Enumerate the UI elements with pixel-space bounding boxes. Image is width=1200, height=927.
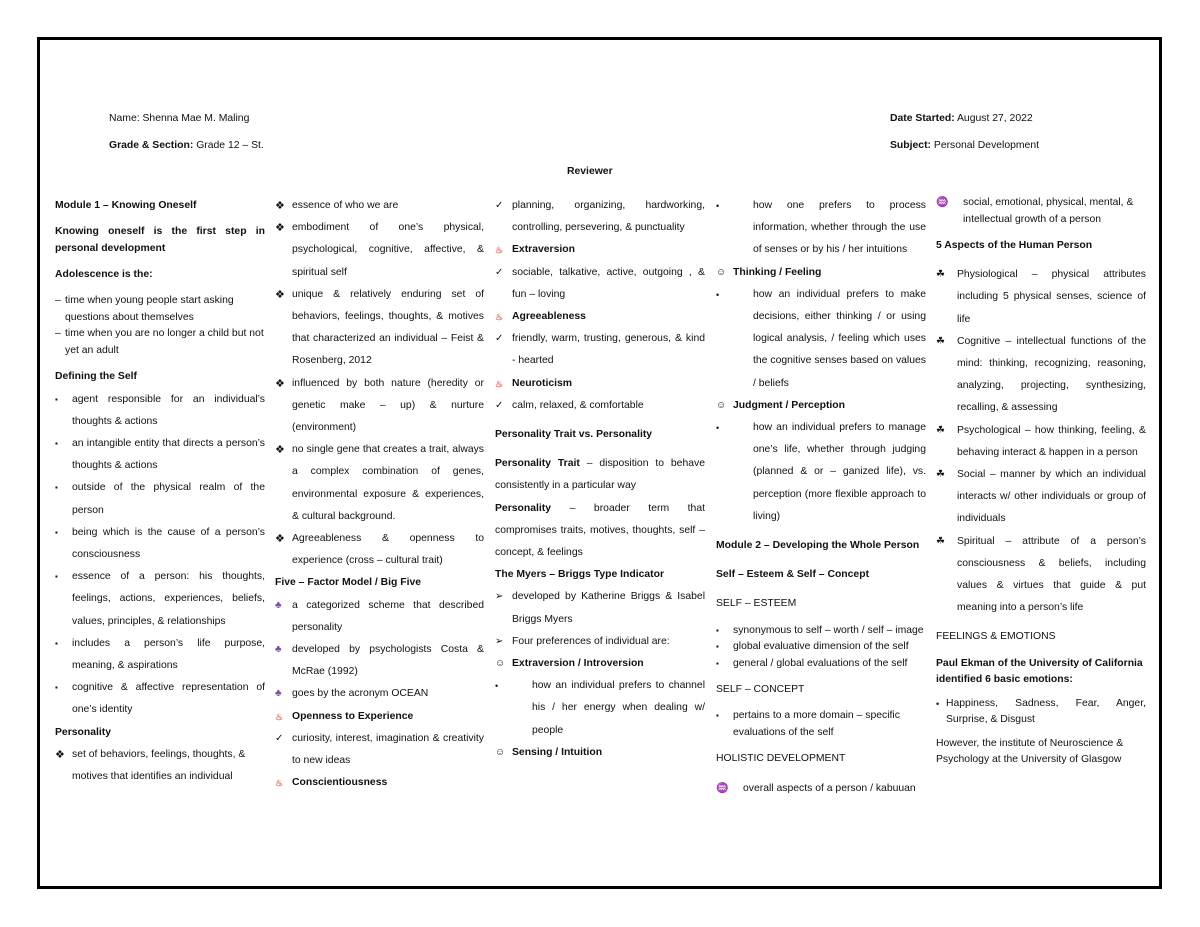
wave-bullet-icon: ♒ <box>716 782 729 794</box>
list-item: ▪ outside of the physical realm of the person <box>55 477 265 521</box>
sn-heading: ☺ Sensing / Intuition <box>495 742 705 764</box>
pointer-bullet-icon: ♣ <box>275 599 282 611</box>
flame-bullet-icon: ♨ <box>495 378 504 389</box>
leaf-bullet-icon: ☘ <box>936 535 945 547</box>
grade-line <box>109 139 264 152</box>
leaf-bullet-icon: ☘ <box>936 424 945 436</box>
flame-bullet-icon: ♨ <box>495 312 504 323</box>
self-concept-heading: SELF – CONCEPT <box>716 684 805 696</box>
check-icon: ✓ <box>495 200 504 211</box>
list-item: ✓ curiosity, interest, imagination & creativity to new ideas <box>275 728 484 772</box>
holistic-heading: HOLISTIC DEVELOPMENT <box>716 753 846 765</box>
square-bullet-icon: ▪ <box>716 711 719 721</box>
grade-value: Grade 12 – St. <box>193 140 264 151</box>
diamond-bullet-icon: ❖ <box>275 200 285 212</box>
page-title: Reviewer <box>567 166 613 177</box>
column-5 <box>936 195 1146 769</box>
diamond-bullet-icon: ❖ <box>275 444 285 457</box>
list-item: ▪ an intangible entity that directs a person’s thoughts & actions <box>55 433 265 477</box>
list-item: ▪ being which is the cause of a person’s consciousness <box>55 522 265 566</box>
personality-definition: Personality – broader term that compromises traits, motives, thoughts, self – concept, & feelings <box>495 502 705 559</box>
list-item: ➢ Four preferences of individual are: <box>495 631 705 653</box>
list-item: ☘ Psychological – how thinking, feeling, & behaving interact & happen in a person <box>936 420 1146 464</box>
date-label: Date Started: <box>890 113 955 124</box>
list-item: ♒ social, emotional, physical, mental, & intellectual growth of a person <box>936 197 1134 225</box>
column-4 <box>716 195 926 800</box>
list-item: ▪ agent responsible for an individual’s thoughts & actions <box>55 389 265 433</box>
leaf-bullet-icon: ☘ <box>936 469 945 481</box>
module-1-heading: Module 1 – Knowing Oneself <box>55 200 197 211</box>
list-item: ✓ friendly, warm, trusting, generous, & kind - hearted <box>495 328 705 372</box>
self-esteem-heading: SELF – ESTEEM <box>716 598 797 610</box>
list-item: ✓ planning, organizing, hardworking, controlling, persevering, & punctuality <box>495 195 705 239</box>
check-icon: ✓ <box>495 266 504 278</box>
list-item: ❖ no single gene that creates a trait, always a complex combination of genes, environmental exposure & experiences, & cultural background. <box>275 439 484 528</box>
diamond-bullet-icon: ❖ <box>275 288 285 301</box>
list-item: ❖ embodiment of one’s physical, psychological, cognitive, affective, & spiritual self <box>275 217 484 284</box>
glasgow-statement: However, the institute of Neuroscience & Psychology at the University of Glasgow <box>936 737 1124 766</box>
list-item: ♣ developed by psychologists Costa & McRae (1992) <box>275 639 484 683</box>
esteem-concept-heading: Self – Esteem & Self – Concept <box>716 569 870 581</box>
bullet-icon: • <box>716 289 720 300</box>
knowing-statement: Knowing oneself is the first step in personal development <box>55 226 265 254</box>
agreeableness-heading: ♨ Agreeableness <box>495 306 705 328</box>
list-item: ✓ sociable, talkative, active, outgoing , & fun – loving <box>495 262 705 306</box>
arrow-bullet-icon: ➢ <box>495 591 504 603</box>
square-bullet-icon: ▪ <box>55 439 58 449</box>
list-item: ✓ calm, relaxed, & comfortable <box>495 395 705 417</box>
square-bullet-icon: ▪ <box>716 642 719 652</box>
list-item: ♒ overall aspects of a person / kabuuan <box>716 778 926 800</box>
flame-bullet-icon: ♨ <box>275 778 284 789</box>
list-item: ▪ essence of a person: his thoughts, feelings, actions, experiences, beliefs, values, principles, & relationships <box>55 566 265 633</box>
list-item: • Happiness, Sadness, Fear, Anger, Surprise, & Disgust <box>936 697 1146 726</box>
grade-label: Grade & Section: <box>109 140 194 151</box>
bullet-icon: • <box>716 201 720 211</box>
ei-heading: ☺ Extraversion / Introversion <box>495 653 705 675</box>
bullet-icon: • <box>716 423 720 434</box>
list-item: ☘ Cognitive – intellectual functions of the mind: thinking, recognizing, reasoning, analyzing, projecting, synthesizing, recalling, & assessing <box>936 331 1146 420</box>
mbti-heading: The Myers – Briggs Type Indicator <box>495 569 664 581</box>
subject-value: Personal Development <box>931 140 1040 151</box>
bullet-icon: • <box>936 698 940 709</box>
square-bullet-icon: ▪ <box>55 572 58 582</box>
list-item: • how an individual prefers to manage one’s life, whether through judging (planned & or – ganized life), vs. perception (more flexible approach to living) <box>736 417 926 528</box>
arrow-bullet-icon: ➢ <box>495 635 504 647</box>
feelings-heading: FEELINGS & EMOTIONS <box>936 631 1056 643</box>
diamond-bullet-icon: ❖ <box>275 377 285 390</box>
list-item: ▪ synonymous to self – worth / self – image <box>716 623 926 640</box>
list-item: ▪ general / global evaluations of the self <box>716 656 926 673</box>
neuroticism-heading: ♨ Neuroticism <box>495 373 705 395</box>
square-bullet-icon: ▪ <box>55 483 58 493</box>
list-item: ❖ Agreeableness & openness to experience (cross – cultural trait) <box>275 528 484 572</box>
ekman-statement: Paul Ekman of the University of California identified 6 basic emotions: <box>936 657 1143 686</box>
date-value: August 27, 2022 <box>954 113 1033 124</box>
diamond-bullet-icon: ❖ <box>275 533 285 546</box>
square-bullet-icon: ▪ <box>55 527 58 537</box>
list-item: ▪ pertains to a more domain – specific evaluations of the self <box>716 710 900 738</box>
wave-bullet-icon: ♒ <box>936 197 949 208</box>
list-item: ♣ goes by the acronym OCEAN <box>275 683 484 705</box>
list-item: ☘ Social – manner by which an individual interacts w/ other individuals or group of individuals <box>936 464 1146 531</box>
smiley-bullet-icon: ☺ <box>495 658 506 670</box>
jp-heading: ☺ Judgment / Perception <box>716 395 926 417</box>
five-aspects-heading: 5 Aspects of the Human Person <box>936 240 1093 251</box>
list-item: ❖ unique & relatively enduring set of behaviors, feelings, thoughts, & motives that characterized an individual – Feist & Rosenberg, 2012 <box>275 284 484 373</box>
square-bullet-icon: ▪ <box>55 683 58 693</box>
tf-heading: ☺ Thinking / Feeling <box>716 262 926 284</box>
list-item: • how an individual prefers to make decisions, either thinking / or using logical analysis, / feeling which uses the cognitive senses based on values / beliefs <box>736 284 926 395</box>
adolescence-heading: Adolescence is the: <box>55 269 153 281</box>
square-bullet-icon: ▪ <box>716 625 719 635</box>
leaf-bullet-icon: ☘ <box>936 269 945 281</box>
subject-label: Subject: <box>890 140 931 151</box>
check-icon: ✓ <box>495 333 504 345</box>
leaf-bullet-icon: ☘ <box>936 335 945 347</box>
list-item: – time when you are no longer a child but not yet an adult <box>55 328 264 356</box>
list-item: ➢ developed by Katherine Briggs & Isabel Briggs Myers <box>495 586 705 630</box>
extraversion-heading: ♨ Extraversion <box>495 239 705 261</box>
check-icon: ✓ <box>275 732 284 744</box>
personality-heading: Personality <box>55 726 112 738</box>
name-label: Name: <box>109 113 140 124</box>
list-item: • how an individual prefers to channel his / her energy when dealing w/ people <box>515 675 705 742</box>
bullet-icon: • <box>495 681 499 692</box>
list-item: – time when young people start asking questions about themselves <box>55 295 234 323</box>
list-item: ▪ global evaluative dimension of the self <box>716 639 926 656</box>
five-factor-heading: Five – Factor Model / Big Five <box>275 577 422 589</box>
column-1 <box>55 195 265 788</box>
column-3 <box>495 195 705 764</box>
trait-vs-heading: Personality Trait vs. Personality <box>495 429 653 441</box>
list-item: ☘ Spiritual – attribute of a person’s consciousness & beliefs, including values & virtues that guide & put meaning into a person’s life <box>936 531 1146 620</box>
list-item: ❖ set of behaviors, feelings, thoughts, & motives that identifies an individual <box>55 744 265 788</box>
diamond-bullet-icon: ❖ <box>275 222 285 235</box>
openness-heading: ♨ Openness to Experience <box>275 706 484 728</box>
module-2-heading: Module 2 – Developing the Whole Person <box>716 540 920 552</box>
defining-self-heading: Defining the Self <box>55 371 137 383</box>
list-item: • how one prefers to process information, whether through the use of senses or by his / her intuitions <box>736 195 926 262</box>
subject-line <box>890 139 1039 152</box>
conscientiousness-heading: ♨ Conscientiousness <box>275 772 484 794</box>
diamond-bullet-icon: ❖ <box>55 748 65 761</box>
list-item: ❖ influenced by both nature (heredity or genetic make – up) & nurture (environment) <box>275 373 484 440</box>
flame-bullet-icon: ♨ <box>495 245 504 256</box>
check-icon: ✓ <box>495 399 504 411</box>
list-item: ♣ a categorized scheme that described personality <box>275 595 484 639</box>
pointer-bullet-icon: ♣ <box>275 688 282 700</box>
name-line <box>109 112 249 125</box>
column-2 <box>275 195 484 794</box>
trait-definition: Personality Trait – disposition to behave consistently in a particular way <box>495 458 705 492</box>
list-item: ▪ includes a person’s life purpose, meaning, & aspirations <box>55 633 265 677</box>
square-bullet-icon: ▪ <box>55 638 58 648</box>
smiley-bullet-icon: ☺ <box>716 399 727 411</box>
name-value: Shenna Mae M. Maling <box>139 113 250 124</box>
smiley-bullet-icon: ☺ <box>495 746 506 758</box>
flame-bullet-icon: ♨ <box>275 711 284 722</box>
pointer-bullet-icon: ♣ <box>275 644 282 656</box>
date-line <box>890 112 1033 125</box>
list-item: ☘ Physiological – physical attributes including 5 physical senses, science of life <box>936 264 1146 331</box>
list-item: ▪ cognitive & affective representation of one’s identity <box>55 677 265 721</box>
square-bullet-icon: ▪ <box>55 394 58 404</box>
list-item: ❖ essence of who we are <box>275 195 484 217</box>
square-bullet-icon: ▪ <box>716 658 719 668</box>
smiley-bullet-icon: ☺ <box>716 266 727 278</box>
